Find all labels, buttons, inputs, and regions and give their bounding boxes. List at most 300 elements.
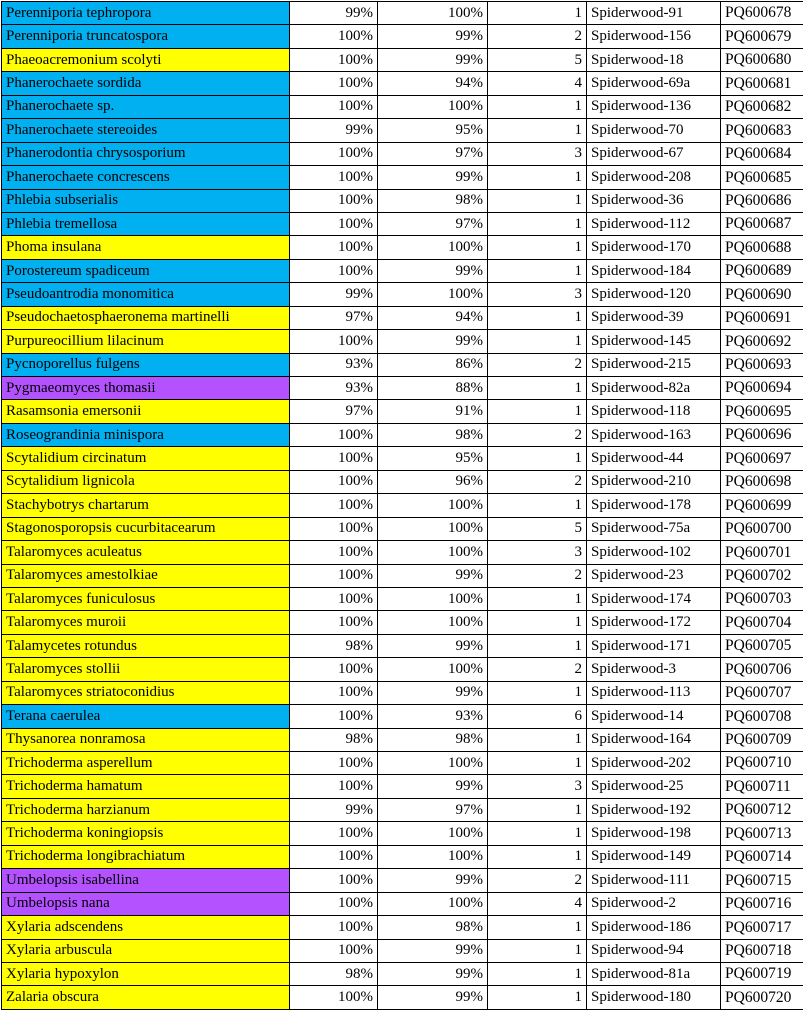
identity-cell: 100% [378,494,488,517]
accession-cell: PQ600702 [721,564,803,587]
isolate-cell: Spiderwood-102 [587,541,721,564]
accession-cell: PQ600699 [721,494,803,517]
table-row [2,939,803,962]
identity-cell: 100% [378,845,488,868]
count-cell: 6 [488,705,587,728]
table-row [2,705,803,728]
coverage-cell: 100% [290,705,378,728]
count-cell: 2 [488,25,587,48]
species-cell: Talaromyces stollii [2,658,290,681]
accession-cell: PQ600711 [721,775,803,798]
species-cell: Stachybotrys chartarum [2,494,290,517]
identity-cell: 100% [378,541,488,564]
table-row [2,517,803,540]
coverage-cell: 97% [290,306,378,329]
coverage-cell: 100% [290,494,378,517]
isolate-cell: Spiderwood-82a [587,377,721,400]
isolate-cell: Spiderwood-3 [587,658,721,681]
species-cell: Umbelopsis isabellina [2,869,290,892]
count-cell: 1 [488,330,587,353]
isolate-cell: Spiderwood-202 [587,752,721,775]
accession-cell: PQ600691 [721,306,803,329]
identity-cell: 100% [378,752,488,775]
count-cell: 2 [488,564,587,587]
species-cell: Talaromyces muroii [2,611,290,634]
accession-cell: PQ600714 [721,845,803,868]
species-cell: Scytalidium lignicola [2,470,290,493]
table-row [2,869,803,892]
table-row [2,986,803,1009]
accession-cell: PQ600708 [721,705,803,728]
accession-cell: PQ600684 [721,142,803,165]
count-cell: 1 [488,189,587,212]
identity-cell: 99% [378,330,488,353]
isolate-cell: Spiderwood-120 [587,283,721,306]
identity-cell: 94% [378,306,488,329]
count-cell: 1 [488,986,587,1009]
accession-cell: PQ600679 [721,25,803,48]
identity-cell: 100% [378,95,488,118]
coverage-cell: 98% [290,728,378,751]
accession-cell: PQ600687 [721,212,803,235]
isolate-cell: Spiderwood-81a [587,962,721,985]
table-row [2,845,803,868]
count-cell: 3 [488,541,587,564]
species-cell: Talaromyces amestolkiae [2,564,290,587]
accession-cell: PQ600694 [721,377,803,400]
coverage-cell: 100% [290,658,378,681]
isolate-cell: Spiderwood-171 [587,634,721,657]
count-cell: 1 [488,236,587,259]
accession-cell: PQ600706 [721,658,803,681]
coverage-cell: 100% [290,236,378,259]
count-cell: 1 [488,752,587,775]
species-cell: Xylaria arbuscula [2,939,290,962]
identity-cell: 100% [378,587,488,610]
identity-cell: 95% [378,447,488,470]
isolate-cell: Spiderwood-111 [587,869,721,892]
table-row [2,189,803,212]
isolate-cell: Spiderwood-70 [587,119,721,142]
accession-cell: PQ600690 [721,283,803,306]
isolate-cell: Spiderwood-172 [587,611,721,634]
count-cell: 1 [488,306,587,329]
identity-cell: 95% [378,119,488,142]
count-cell: 2 [488,869,587,892]
accession-cell: PQ600710 [721,752,803,775]
accession-cell: PQ600688 [721,236,803,259]
accession-cell: PQ600700 [721,517,803,540]
accession-cell: PQ600695 [721,400,803,423]
identity-cell: 93% [378,705,488,728]
count-cell: 1 [488,611,587,634]
table-row [2,798,803,821]
identity-cell: 100% [378,611,488,634]
count-cell: 1 [488,400,587,423]
table-row [2,658,803,681]
identity-cell: 99% [378,775,488,798]
coverage-cell: 100% [290,986,378,1009]
coverage-cell: 100% [290,470,378,493]
isolate-cell: Spiderwood-192 [587,798,721,821]
count-cell: 1 [488,798,587,821]
identity-cell: 99% [378,25,488,48]
isolate-cell: Spiderwood-210 [587,470,721,493]
isolate-cell: Spiderwood-118 [587,400,721,423]
isolate-cell: Spiderwood-174 [587,587,721,610]
identity-cell: 88% [378,377,488,400]
coverage-cell: 100% [290,892,378,915]
isolate-cell: Spiderwood-164 [587,728,721,751]
isolate-cell: Spiderwood-67 [587,142,721,165]
species-cell: Stagonosporopsis cucurbitacearum [2,517,290,540]
table-body [2,2,803,1010]
identity-cell: 99% [378,962,488,985]
species-cell: Pseudoantrodia monomitica [2,283,290,306]
species-cell: Talaromyces aculeatus [2,541,290,564]
count-cell: 1 [488,916,587,939]
count-cell: 1 [488,494,587,517]
isolate-cell: Spiderwood-25 [587,775,721,798]
accession-cell: PQ600681 [721,72,803,95]
coverage-cell: 99% [290,798,378,821]
species-cell: Phanerochaete sordida [2,72,290,95]
table-row [2,681,803,704]
table-row [2,634,803,657]
coverage-cell: 98% [290,634,378,657]
coverage-cell: 100% [290,48,378,71]
isolate-cell: Spiderwood-113 [587,681,721,704]
isolate-cell: Spiderwood-145 [587,330,721,353]
count-cell: 1 [488,166,587,189]
coverage-cell: 100% [290,775,378,798]
identity-cell: 98% [378,728,488,751]
isolate-cell: Spiderwood-39 [587,306,721,329]
count-cell: 1 [488,212,587,235]
count-cell: 4 [488,892,587,915]
identity-cell: 97% [378,212,488,235]
isolate-cell: Spiderwood-94 [587,939,721,962]
accession-cell: PQ600678 [721,2,803,25]
identity-cell: 96% [378,470,488,493]
table-row [2,962,803,985]
isolate-cell: Spiderwood-186 [587,916,721,939]
table-row [2,752,803,775]
table-row [2,95,803,118]
accession-cell: PQ600680 [721,48,803,71]
identity-cell: 100% [378,236,488,259]
isolate-cell: Spiderwood-14 [587,705,721,728]
table-row [2,470,803,493]
species-cell: Phlebia subserialis [2,189,290,212]
identity-cell: 97% [378,798,488,821]
coverage-cell: 100% [290,564,378,587]
species-cell: Phanerochaete concrescens [2,166,290,189]
isolate-cell: Spiderwood-208 [587,166,721,189]
coverage-cell: 100% [290,259,378,282]
table-row [2,142,803,165]
coverage-cell: 100% [290,845,378,868]
coverage-cell: 100% [290,916,378,939]
count-cell: 2 [488,423,587,446]
identity-cell: 99% [378,869,488,892]
accession-cell: PQ600707 [721,681,803,704]
identity-cell: 100% [378,658,488,681]
accession-cell: PQ600715 [721,869,803,892]
isolate-cell: Spiderwood-2 [587,892,721,915]
coverage-cell: 100% [290,330,378,353]
isolate-cell: Spiderwood-136 [587,95,721,118]
species-cell: Trichoderma longibrachiatum [2,845,290,868]
coverage-cell: 100% [290,447,378,470]
species-cell: Trichoderma asperellum [2,752,290,775]
species-cell: Phanerodontia chrysosporium [2,142,290,165]
coverage-cell: 100% [290,423,378,446]
coverage-cell: 100% [290,587,378,610]
isolate-cell: Spiderwood-91 [587,2,721,25]
count-cell: 1 [488,822,587,845]
coverage-cell: 100% [290,25,378,48]
species-cell: Pycnoporellus fulgens [2,353,290,376]
species-cell: Trichoderma koningiopsis [2,822,290,845]
accession-cell: PQ600696 [721,423,803,446]
table-row [2,166,803,189]
accession-cell: PQ600709 [721,728,803,751]
coverage-cell: 98% [290,962,378,985]
table-row [2,25,803,48]
coverage-cell: 100% [290,541,378,564]
count-cell: 1 [488,939,587,962]
count-cell: 1 [488,447,587,470]
count-cell: 3 [488,775,587,798]
species-cell: Trichoderma harzianum [2,798,290,821]
accession-cell: PQ600703 [721,587,803,610]
coverage-cell: 100% [290,611,378,634]
accession-cell: PQ600718 [721,939,803,962]
species-cell: Perenniporia truncatospora [2,25,290,48]
count-cell: 1 [488,634,587,657]
isolate-cell: Spiderwood-23 [587,564,721,587]
accession-cell: PQ600716 [721,892,803,915]
identity-cell: 98% [378,916,488,939]
count-cell: 1 [488,119,587,142]
table-row [2,259,803,282]
species-cell: Rasamsonia emersonii [2,400,290,423]
identity-cell: 91% [378,400,488,423]
identity-cell: 99% [378,681,488,704]
table-row [2,728,803,751]
count-cell: 1 [488,962,587,985]
accession-cell: PQ600697 [721,447,803,470]
count-cell: 2 [488,470,587,493]
coverage-cell: 100% [290,72,378,95]
accession-cell: PQ600720 [721,986,803,1009]
isolate-cell: Spiderwood-184 [587,259,721,282]
species-cell: Talamycetes rotundus [2,634,290,657]
count-cell: 3 [488,283,587,306]
count-cell: 3 [488,142,587,165]
species-cell: Scytalidium circinatum [2,447,290,470]
table-row [2,306,803,329]
isolate-cell: Spiderwood-149 [587,845,721,868]
species-cell: Roseograndinia minispora [2,423,290,446]
species-cell: Thysanorea nonramosa [2,728,290,751]
count-cell: 2 [488,353,587,376]
identity-cell: 94% [378,72,488,95]
table-row [2,119,803,142]
count-cell: 1 [488,259,587,282]
isolate-cell: Spiderwood-170 [587,236,721,259]
species-cell: Trichoderma hamatum [2,775,290,798]
identity-cell: 100% [378,283,488,306]
coverage-cell: 100% [290,681,378,704]
species-cell: Phlebia tremellosa [2,212,290,235]
accession-cell: PQ600689 [721,259,803,282]
species-cell: Phaeoacremonium scolyti [2,48,290,71]
table-row [2,48,803,71]
count-cell: 5 [488,517,587,540]
identity-cell: 99% [378,939,488,962]
table-row [2,283,803,306]
species-cell: Porostereum spadiceum [2,259,290,282]
count-cell: 1 [488,587,587,610]
table-row [2,564,803,587]
species-cell: Zalaria obscura [2,986,290,1009]
accession-cell: PQ600701 [721,541,803,564]
species-cell: Purpureocillium lilacinum [2,330,290,353]
coverage-cell: 99% [290,2,378,25]
isolate-cell: Spiderwood-180 [587,986,721,1009]
species-cell: Pygmaeomyces thomasii [2,377,290,400]
species-cell: Talaromyces striatoconidius [2,681,290,704]
table-row [2,611,803,634]
coverage-cell: 100% [290,517,378,540]
coverage-cell: 100% [290,212,378,235]
table-row [2,72,803,95]
species-cell: Perenniporia tephropora [2,2,290,25]
accession-cell: PQ600704 [721,611,803,634]
accession-cell: PQ600692 [721,330,803,353]
table-row [2,400,803,423]
identity-cell: 99% [378,634,488,657]
table-row [2,377,803,400]
accession-cell: PQ600698 [721,470,803,493]
count-cell: 1 [488,95,587,118]
identity-cell: 99% [378,564,488,587]
count-cell: 1 [488,728,587,751]
accession-cell: PQ600683 [721,119,803,142]
accession-cell: PQ600719 [721,962,803,985]
identity-cell: 99% [378,259,488,282]
coverage-cell: 100% [290,142,378,165]
identity-cell: 97% [378,142,488,165]
species-cell: Talaromyces funiculosus [2,587,290,610]
identity-cell: 100% [378,2,488,25]
isolate-cell: Spiderwood-215 [587,353,721,376]
table-row [2,423,803,446]
identity-cell: 98% [378,423,488,446]
table-row [2,212,803,235]
coverage-cell: 100% [290,752,378,775]
isolate-cell: Spiderwood-18 [587,48,721,71]
identity-cell: 86% [378,353,488,376]
identity-cell: 100% [378,892,488,915]
isolate-cell: Spiderwood-156 [587,25,721,48]
accession-cell: PQ600693 [721,353,803,376]
count-cell: 1 [488,377,587,400]
table-row [2,353,803,376]
coverage-cell: 100% [290,869,378,892]
coverage-cell: 100% [290,189,378,212]
coverage-cell: 99% [290,283,378,306]
count-cell: 1 [488,681,587,704]
isolate-cell: Spiderwood-36 [587,189,721,212]
table-row [2,330,803,353]
identity-cell: 100% [378,517,488,540]
table-row [2,587,803,610]
coverage-cell: 99% [290,119,378,142]
species-cell: Phanerochaete stereoides [2,119,290,142]
count-cell: 4 [488,72,587,95]
isolate-cell: Spiderwood-112 [587,212,721,235]
coverage-cell: 100% [290,939,378,962]
accession-cell: PQ600682 [721,95,803,118]
species-cell: Pseudochaetosphaeronema martinelli [2,306,290,329]
species-cell: Phanerochaete sp. [2,95,290,118]
isolate-cell: Spiderwood-163 [587,423,721,446]
coverage-cell: 100% [290,166,378,189]
coverage-cell: 97% [290,400,378,423]
table-row [2,447,803,470]
table-row [2,494,803,517]
isolate-cell: Spiderwood-69a [587,72,721,95]
table-row [2,892,803,915]
table-row [2,775,803,798]
species-cell: Xylaria adscendens [2,916,290,939]
species-table [1,1,803,1010]
identity-cell: 98% [378,189,488,212]
count-cell: 1 [488,845,587,868]
species-cell: Xylaria hypoxylon [2,962,290,985]
accession-cell: PQ600713 [721,822,803,845]
accession-cell: PQ600685 [721,166,803,189]
identity-cell: 99% [378,986,488,1009]
count-cell: 2 [488,658,587,681]
accession-cell: PQ600705 [721,634,803,657]
accession-cell: PQ600717 [721,916,803,939]
count-cell: 1 [488,2,587,25]
table-row [2,2,803,25]
coverage-cell: 100% [290,95,378,118]
table-row [2,916,803,939]
isolate-cell: Spiderwood-44 [587,447,721,470]
accession-cell: PQ600712 [721,798,803,821]
identity-cell: 99% [378,48,488,71]
accession-cell: PQ600686 [721,189,803,212]
species-cell: Terana caerulea [2,705,290,728]
isolate-cell: Spiderwood-198 [587,822,721,845]
species-cell: Umbelopsis nana [2,892,290,915]
count-cell: 5 [488,48,587,71]
isolate-cell: Spiderwood-75a [587,517,721,540]
isolate-cell: Spiderwood-178 [587,494,721,517]
coverage-cell: 100% [290,822,378,845]
coverage-cell: 93% [290,377,378,400]
identity-cell: 99% [378,166,488,189]
table-row [2,822,803,845]
table-row [2,236,803,259]
species-cell: Phoma insulana [2,236,290,259]
